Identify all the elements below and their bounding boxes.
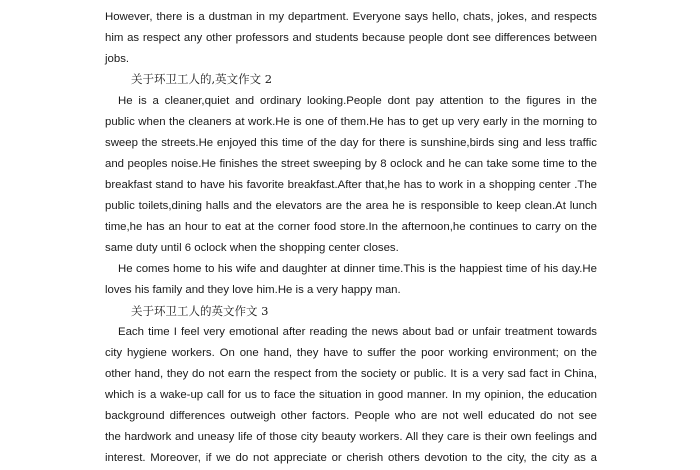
para4-line-4: which is a wake-up call for us to face the situation in good manner. In my opinion, the education — [105, 389, 597, 401]
essay-2-heading: 关于环卫工人的,英文作文 2 — [131, 72, 273, 86]
para2-line-2: public when the cleaners at work.He is one of them.He has to get up very early in the morning to — [105, 116, 597, 128]
para4-line-7: interest. Moreover, if we do not appreciate or cherish others devotion to the city, the city as a — [105, 452, 597, 464]
para2-line-7: time,he has an hour to eat at the corner food store.In the afternoon,he continues to carry on the — [105, 221, 597, 233]
para2-line-8: same duty until 6 oclock when the shopping center closes. — [105, 242, 399, 254]
cropped-top-line — [105, 0, 597, 3]
para4-line-6: the hardwork and uneasy life of those city beauty workers. All they care is their own feelings and — [105, 431, 597, 443]
para4-line-3: other hand, they do not earn the respect from the society or public. It is a very sad fact in China, — [105, 368, 597, 380]
para1-line-1: However, there is a dustman in my department. Everyone says hello, chats, jokes, and respects — [105, 11, 597, 23]
para3-line-2: loves his family and they love him.He is a very happy man. — [105, 284, 401, 296]
para4-line-5: background differences outweigh other factors. People who are not well educated do not see — [105, 410, 597, 422]
para2-line-1: He is a cleaner,quiet and ordinary looking.People dont pay attention to the figures in the — [118, 95, 597, 107]
essay-3-heading: 关于环卫工人的英文作文 3 — [131, 304, 269, 318]
para4-line-1: Each time I feel very emotional after reading the news about bad or unfair treatment towards — [118, 326, 597, 338]
para2-line-6: public toilets,dining halls and the elevators are the area he is responsible to keep clean.At lunch — [105, 200, 597, 212]
para2-line-5: breakfast stand to have his favorite breakfast.After that,he has to work in a shopping center .The — [105, 179, 597, 191]
para4-line-2: city hygiene workers. On one hand, they have to suffer the poor working environment; on the — [105, 347, 597, 359]
para3-line-1: He comes home to his wife and daughter at dinner time.This is the happiest time of his day.He — [118, 263, 597, 275]
para2-line-3: sweep the streets.He enjoyed this time of the day for there is sunshine,birds sing and less traffic — [105, 137, 597, 149]
para1-line-3: jobs. — [105, 53, 130, 65]
para1-line-2: him as respect any other professors and students because people dont see differences between — [105, 32, 597, 44]
para2-line-4: and peoples noise.He finishes the street sweeping by 8 oclock and he can take some time to the — [105, 158, 597, 170]
